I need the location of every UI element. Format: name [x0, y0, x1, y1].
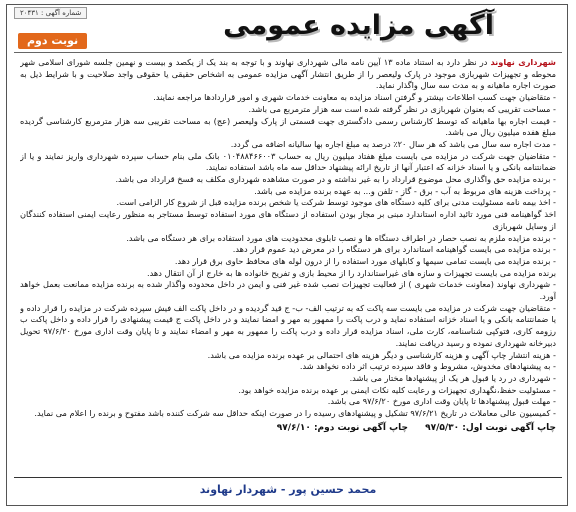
condition-item: اخذ گواهینامه فنی مورد تائید اداره استاندارد مبنی بر مجاز بودن استفاده از دستگاه های مورد استفاده توسط مستاجر به منظور رعایت ایمنی استفاده کنندگان از وسایل شهربازی [20, 209, 556, 231]
condition-item: - متقاضیان جهت کسب اطلاعات بیشتر و گرفتن اسناد مزایده به معاونت خدمات شهری و امور قراردادها مراجعه نمایند. [153, 92, 556, 103]
round-badge: نوبت دوم [18, 33, 87, 49]
condition-item: - شهرداری در رد یا قبول هر یک از پیشنهادها مختار می باشد. [349, 372, 556, 383]
condition-item: برنده مزایده می بایست تجهیزات و سازه های غیراستاندارد را از محیط بازی و تفریح خانواده ها به خارج از آن انتقال دهد. [147, 267, 556, 278]
condition-item: - متقاضیان جهت شرکت در مزایده می بایست سه پاکت که به ترتیب الف- ب- ج قید گردیده و در داخل پاکت الف فیش سپرده شرکت در مزایده را قرار داده و یا ضمانتنامه بانکی و یا اسناد خزانه استفاده نماید و درب پاکت را ممهور به مهر و امضا نمایند و در داخل پاکت ج قیمت پیشنهادی را قرار داده و داخل پاکت ب رزومه کاری، فتوکپی شناسنامه، کارت ملی، اسناد مزایده قرار داده و درب پاکت را ممهور به مهر و امضاء نمایند و تا پایان وقت اداری مورخ ۹۷/۶/۲۰ تحویل دبیرخانه شهرداری نموده و رسید دریافت نمایند. [20, 302, 556, 348]
ad-body [20, 57, 556, 435]
condition-item: - مساحت تقریبی که بعنوان شهربازی در نظر گرفته شده است سه هزار مترمربع می باشد. [248, 103, 556, 114]
condition-item: - مهلت قبول پیشنهادها تا پایان وقت اداری مورخ ۹۷/۶/۲۰ می باشد. [327, 396, 556, 407]
intro-lead: شهرداری نهاوند [490, 57, 556, 67]
condition-item: - شهرداری نهاوند (معاونت خدمات شهری ) از فعالیت تجهیزات نصب شده غیر فنی و ایمن در داخل محدوده واگذار شده به برنده مزایده ممانعت بعمل خواهد آورد. [20, 279, 556, 302]
second-publication-date: چاپ آگهی نوبت دوم: ۹۷/۶/۱۰ [276, 422, 408, 433]
first-publication-date: چاپ آگهی نوبت اول: ۹۷/۵/۳۰ [425, 422, 556, 433]
publication-dates [20, 422, 556, 435]
condition-item: - برنده مزایده می بایست تمامی سیمها و کابلهای مورد استفاده را از درون لوله های محافظ حاوی برق قرار دهد. [174, 255, 556, 266]
intro-paragraph [20, 57, 556, 92]
condition-item: - قیمت اجاره بها ماهیانه که توسط کارشناس رسمی دادگستری جهت قسمتی از پارک ولیعصر (عج) به مساحت تقریبی سه هزار مترمربع کارشناسی گردیده مبلغ هفده میلیون ریال می باشد. [20, 115, 556, 138]
condition-item: - مدت اجاره سه سال می باشد که هر سال ۲۰٪ درصد به مبلغ اجاره بها سالیانه اضافه می گردد. [230, 138, 556, 149]
ad-number [14, 7, 87, 19]
condition-item: - به پیشنهادهای مخدوش، مشروط و فاقد سپرده ترتیب اثر داده نخواهد شد. [299, 361, 556, 372]
condition-item: - برنده مزایده می بایست گواهینامه استاندارد برای هر دستگاه را در معرض دید عموم قرار دهد. [232, 244, 556, 255]
condition-item: - برنده مزایده حق واگذاری محل موضوع قرارداد را به غیر نداشته و در صورت مشاهده شهرداری مکلف به فسخ قرارداد می باشد. [115, 174, 556, 185]
footer-divider [14, 477, 562, 478]
condition-item: - پرداخت هزینه های مربوط به آب - برق - گاز - تلفن و... به عهده برنده مزایده می باشد. [254, 185, 556, 196]
condition-item: - متقاضیان جهت شرکت در مزایده می بایست مبلغ هفتاد میلیون ریال به حساب ۰۱۰۴۸۸۴۶۶۰۰۳ بانک ملی بنام حساب سپرده شهرداری واریز نمایند و یا از ضمانتنامه بانکی و یا اسناد خزانه که اعتبار آنها از تاریخ ارائه پیشنهاد حداقل سه ماه باشد استفاده نمایند. [20, 150, 556, 173]
mayor-signature: محمد حسین پور - شهردار نهاوند [199, 483, 377, 496]
condition-item: - اخذ بیمه نامه مسئولیت مدنی برای کلیه دستگاه های موجود توسط شرکت یا شخص برنده مزایده قبل از شروع کار الزامی است. [116, 197, 556, 208]
intro-text: در نظر دارد به استناد ماده ۱۳ آیین نامه مالی شهرداری نهاوند و با توجه به بند یک از یکصد و بیست و نهمین جلسه شورای اسلامی شهر محوطه و تجهیزات شهربازی موجود در پارک ولیعصر را از طریق انتشار آگهی مزایده عمومی به اشخاص حقیقی یا حقوقی واجد صلاحیت و با شرایط ذیل به صورت اجاره ماهیانه و به مدت سه سال واگذار نماید. [20, 57, 556, 91]
condition-item: - مسئولیت حفظ،نگهداری تجهیزات و رعایت کلیه نکات ایمنی بر عهده برنده مزایده خواهد بود. [238, 384, 556, 395]
ad-number-value: ۲۰۴۳۱ [20, 9, 39, 17]
condition-item: - برنده مزایده ملزم به نصب حصار در اطراف دستگاه ها و نصب تابلوی محدودیت های مورد استفاده برای هر دستگاه می باشد. [126, 232, 556, 243]
header-divider [14, 52, 562, 53]
condition-item: - هزینه انتشار چاپ آگهی و هزینه کارشناسی و دیگر هزینه های احتمالی بر عهده برنده مزایده می باشد. [207, 349, 556, 360]
condition-item: - کمیسیون عالی معاملات در تاریخ ۹۷/۶/۲۱ تشکیل و پیشنهادهای رسیده را در صورت اینکه حداقل سه شرکت کننده باشد مفتوح و برنده را اعلام می نماید. [34, 408, 556, 419]
ad-title: آگهی مزایده عمومی [223, 10, 494, 41]
ad-number-label: شماره آگهی : [41, 9, 82, 17]
